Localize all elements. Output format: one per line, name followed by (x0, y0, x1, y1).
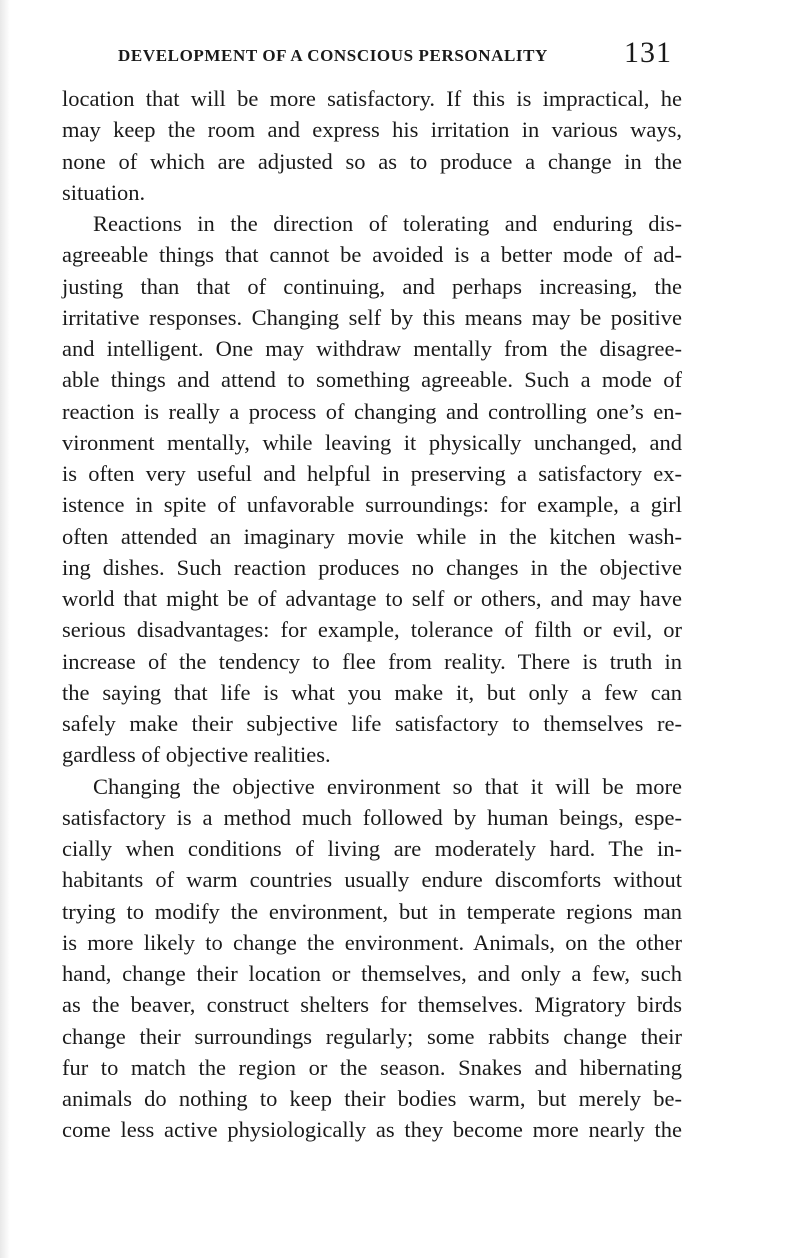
text-line: istence in spite of unfavorable surroundings: for example, a girl (62, 492, 682, 518)
text-line: Reactions in the direction of tolerating and enduring dis- (93, 211, 682, 236)
text-line: habitants of warm countries usually endure discomforts without (62, 867, 682, 893)
text-line: serious disadvantages: for example, tolerance of filth or evil, or (62, 617, 682, 643)
page-gutter-shadow (0, 0, 10, 1258)
text-line: location that will be more satisfactory. If this is impractical, he (62, 86, 682, 111)
text-line: animals do nothing to keep their bodies warm, but merely be- (62, 1086, 682, 1111)
text-line: hand, change their location or themselves, and only a few, such (62, 961, 682, 986)
text-line: irritative responses. Changing self by this means may be positive (62, 304, 682, 330)
text-line: cially when conditions of living are moderately hard. The in- (62, 836, 682, 861)
text-line: able things and attend to something agreeable. Such a mode of (62, 367, 682, 393)
text-line: situation. (62, 179, 146, 205)
text-line: reaction is really a process of changing and controlling one’s en- (62, 398, 682, 424)
text-line: gardless of objective realities. (62, 742, 331, 768)
text-line: often attended an imaginary movie while in the kitchen wash- (62, 523, 682, 549)
text-line: trying to modify the environment, but in temperate regions man (62, 898, 682, 924)
text-line: vironment mentally, while leaving it physically unchanged, and (62, 429, 682, 455)
running-title: DEVELOPMENT OF A CONSCIOUS PERSONALITY (118, 46, 548, 65)
text-line: justing than that of continuing, and perhaps increasing, the (62, 273, 682, 299)
text-line: increase of the tendency to flee from reality. There is truth in (62, 648, 682, 674)
text-line: the saying that life is what you make it, but only a few can (62, 679, 682, 705)
text-line: and intelligent. One may withdraw mentally from the disagree- (62, 336, 682, 361)
body-text (62, 83, 682, 1146)
text-line: none of which are adjusted so as to produce a change in the (62, 148, 682, 174)
running-head (118, 46, 678, 66)
text-line: safely make their subjective life satisfactory to themselves re- (62, 711, 682, 736)
text-line: come less active physiologically as they become more nearly the (62, 1117, 682, 1143)
text-line: ing dishes. Such reaction produces no changes in the objective (62, 554, 682, 580)
page-number: 131 (624, 36, 672, 69)
text-line: agreeable things that cannot be avoided is a better mode of ad- (62, 242, 682, 268)
text-line: as the beaver, construct shelters for themselves. Migratory birds (62, 992, 682, 1018)
text-line: Changing the objective environment so that it will be more (93, 773, 682, 799)
text-line: may keep the room and express his irritation in various ways, (62, 117, 682, 143)
text-line: change their surroundings regularly; some rabbits change their (62, 1023, 682, 1049)
text-line: satisfactory is a method much followed by human beings, espe- (62, 804, 682, 830)
text-line: fur to match the region or the season. Snakes and hibernating (62, 1054, 682, 1080)
text-line: is more likely to change the environment. Animals, on the other (62, 929, 682, 955)
text-line: is often very useful and helpful in preserving a satisfactory ex- (62, 461, 682, 486)
text-line: world that might be of advantage to self or others, and may have (62, 586, 682, 611)
